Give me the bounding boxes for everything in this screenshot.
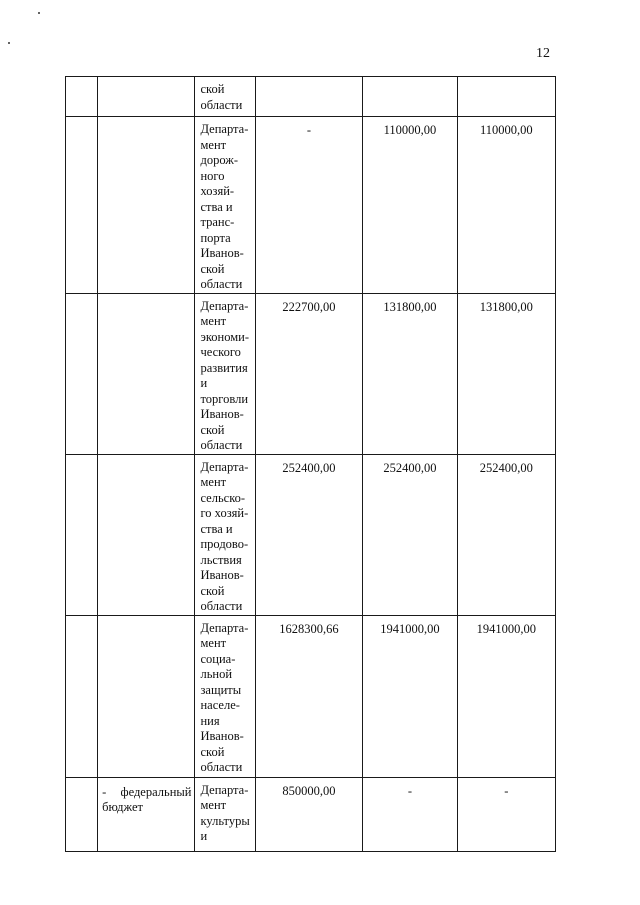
department-line: социа- bbox=[200, 651, 236, 666]
page-number: 12 bbox=[536, 46, 550, 61]
department-line: Департа- bbox=[200, 782, 249, 797]
cell-value-1: - bbox=[255, 117, 363, 294]
department-line: ческого bbox=[200, 345, 241, 359]
department-line: Департа- bbox=[200, 459, 249, 474]
cell-value-3 bbox=[457, 77, 555, 117]
table-row bbox=[66, 777, 556, 851]
department-line: ства и bbox=[200, 521, 233, 536]
department-line: Иванов- bbox=[200, 407, 244, 421]
cell-budget-source bbox=[98, 777, 195, 851]
scan-speck bbox=[38, 12, 40, 14]
cell-value-2: 110000,00 bbox=[363, 117, 457, 294]
cell-value-1: 222700,00 bbox=[255, 293, 363, 454]
department-line: ской bbox=[200, 583, 225, 598]
cell-budget-source bbox=[98, 454, 195, 615]
cell-value-2: 252400,00 bbox=[363, 454, 457, 615]
department-line: Департа- bbox=[200, 122, 249, 136]
department-line: ской bbox=[200, 422, 225, 437]
budget-source-line bbox=[102, 785, 191, 801]
department-line: ской bbox=[200, 744, 225, 759]
department-line: транс- bbox=[200, 215, 235, 229]
cell-budget-source bbox=[98, 293, 195, 454]
department-line: защиты bbox=[200, 682, 242, 697]
department-line: и bbox=[200, 376, 208, 390]
cell-value-3: 131800,00 bbox=[457, 293, 555, 454]
cell-value-1: 252400,00 bbox=[255, 454, 363, 615]
cell-value-1: 1628300,66 bbox=[255, 615, 363, 777]
department-line: Департа- bbox=[200, 298, 249, 313]
cell-department bbox=[195, 615, 255, 777]
budget-table bbox=[65, 76, 556, 852]
cell-budget-source bbox=[98, 77, 195, 117]
department-line: порта bbox=[200, 230, 231, 245]
cell-index bbox=[66, 615, 98, 777]
budget-word: федеральный bbox=[120, 784, 192, 799]
department-line: Иванов- bbox=[200, 729, 244, 743]
department-line: Иванов- bbox=[200, 246, 244, 260]
cell-value-1: 850000,00 bbox=[255, 777, 363, 851]
department-line: области bbox=[200, 438, 243, 452]
scan-speck bbox=[8, 42, 10, 44]
cell-value-3: 110000,00 bbox=[457, 117, 555, 294]
department-line: мент bbox=[200, 137, 227, 152]
department-line: льствия bbox=[200, 552, 242, 567]
department-line: Иванов- bbox=[200, 568, 244, 582]
cell-value-2: 1941000,00 bbox=[363, 615, 457, 777]
table-row bbox=[66, 77, 556, 117]
cell-index bbox=[66, 117, 98, 294]
department-line: хозяй- bbox=[200, 184, 235, 198]
cell-value-1 bbox=[255, 77, 363, 117]
cell-department bbox=[195, 77, 255, 117]
cell-department bbox=[195, 117, 255, 294]
department-line: области bbox=[200, 97, 243, 112]
cell-department bbox=[195, 454, 255, 615]
department-line: Департа- bbox=[200, 620, 249, 635]
cell-budget-source bbox=[98, 615, 195, 777]
cell-index bbox=[66, 77, 98, 117]
cell-value-3: 1941000,00 bbox=[457, 615, 555, 777]
department-line: ства и bbox=[200, 199, 233, 214]
cell-value-3: 252400,00 bbox=[457, 454, 555, 615]
cell-index bbox=[66, 293, 98, 454]
department-line: мент bbox=[200, 314, 227, 328]
table-row bbox=[66, 454, 556, 615]
department-line: населе- bbox=[200, 698, 240, 712]
department-line: сельско- bbox=[200, 490, 246, 505]
department-line: области bbox=[200, 599, 243, 613]
cell-value-2: 131800,00 bbox=[363, 293, 457, 454]
department-line: и bbox=[200, 829, 208, 843]
cell-index bbox=[66, 454, 98, 615]
table-row bbox=[66, 117, 556, 294]
department-line: ской bbox=[200, 82, 225, 96]
department-line: продово- bbox=[200, 537, 249, 551]
department-line: культуры bbox=[200, 813, 250, 828]
table-row bbox=[66, 615, 556, 777]
department-line: ного bbox=[200, 168, 225, 183]
cell-value-2 bbox=[363, 77, 457, 117]
department-line: ния bbox=[200, 713, 220, 728]
department-line: мент bbox=[200, 798, 227, 812]
department-line: области bbox=[200, 760, 243, 774]
cell-value-2: - bbox=[363, 777, 457, 851]
department-line: развития bbox=[200, 360, 248, 375]
department-line: области bbox=[200, 277, 243, 291]
table-row bbox=[66, 293, 556, 454]
budget-dash: - bbox=[102, 784, 107, 799]
cell-department bbox=[195, 777, 255, 851]
budget-source-line: бюджет bbox=[102, 800, 144, 814]
department-line: дорож- bbox=[200, 153, 239, 167]
cell-budget-source bbox=[98, 117, 195, 294]
department-line: го хозяй- bbox=[200, 506, 249, 520]
department-line: ской bbox=[200, 261, 225, 276]
department-line: торговли bbox=[200, 391, 249, 406]
cell-index bbox=[66, 777, 98, 851]
department-line: льной bbox=[200, 667, 233, 681]
department-line: мент bbox=[200, 475, 227, 489]
cell-department bbox=[195, 293, 255, 454]
cell-value-3: - bbox=[457, 777, 555, 851]
department-line: экономи- bbox=[200, 329, 250, 344]
department-line: мент bbox=[200, 636, 227, 650]
